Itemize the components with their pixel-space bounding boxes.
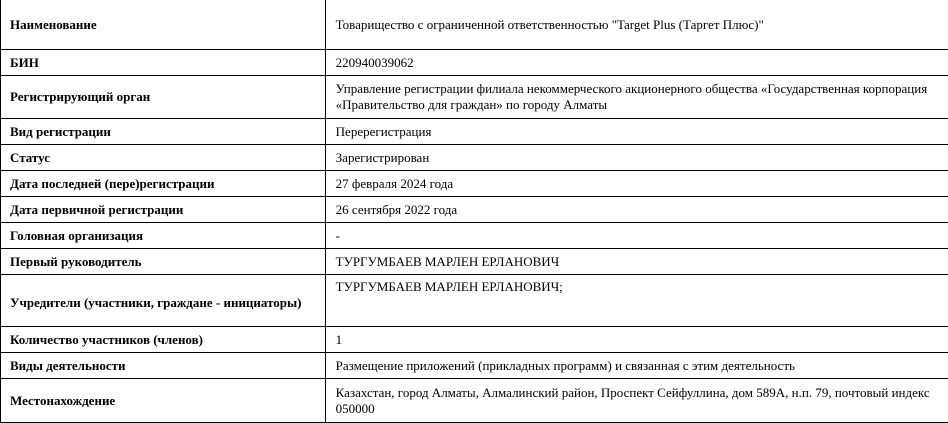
row-label: Количество участников (членов) — [1, 327, 326, 353]
row-label: Статус — [1, 145, 326, 171]
table-row-location — [1, 379, 948, 423]
row-value: ТУРГУМБАЕВ МАРЛЕН ЕРЛАНОВИЧ — [325, 249, 948, 275]
row-value: Перерегистрация — [325, 119, 948, 145]
row-value: 26 сентября 2022 года — [325, 197, 948, 223]
table-row-status — [1, 145, 948, 171]
row-label: Регистрирующий орган — [1, 76, 326, 119]
row-label: Виды деятельности — [1, 353, 326, 379]
row-value: ТУРГУМБАЕВ МАРЛЕН ЕРЛАНОВИЧ; — [325, 275, 948, 327]
row-value: Казахстан, город Алматы, Алмалинский район, Проспект Сейфуллина, дом 589А, н.п. 79, почтовый индекс 050000 — [325, 379, 948, 423]
table-row-members-count — [1, 327, 948, 353]
table-row-registration-type — [1, 119, 948, 145]
row-value: 220940039062 — [325, 50, 948, 76]
row-label: Вид регистрации — [1, 119, 326, 145]
row-label: Первый руководитель — [1, 249, 326, 275]
row-label: Наименование — [1, 0, 326, 50]
row-label: Учредители (участники, граждане - инициаторы) — [1, 275, 326, 327]
row-value: 1 — [325, 327, 948, 353]
row-value: Товарищество с ограниченной ответственностью "Target Plus (Таргет Плюс)" — [325, 0, 948, 50]
table-row-activity-types — [1, 353, 948, 379]
row-label: Головная организация — [1, 223, 326, 249]
table-row-head-organization — [1, 223, 948, 249]
table-row-registering-authority — [1, 76, 948, 119]
row-label: БИН — [1, 50, 326, 76]
table-row-last-registration-date — [1, 171, 948, 197]
row-value: Размещение приложений (прикладных программ) и связанная с этим деятельность — [325, 353, 948, 379]
table-row-first-manager — [1, 249, 948, 275]
table-row-founders — [1, 275, 948, 327]
row-label: Местонахождение — [1, 379, 326, 423]
table-row-name — [1, 0, 948, 50]
table-row-bin — [1, 50, 948, 76]
row-value: Управление регистрации филиала некоммерческого акционерного общества «Государственная корпорация «Правительство для граждан» по городу Алматы — [325, 76, 948, 119]
row-value: Зарегистрирован — [325, 145, 948, 171]
row-value: 27 февраля 2024 года — [325, 171, 948, 197]
row-label: Дата последней (пере)регистрации — [1, 171, 326, 197]
table-row-first-registration-date — [1, 197, 948, 223]
row-label: Дата первичной регистрации — [1, 197, 326, 223]
row-value: - — [325, 223, 948, 249]
